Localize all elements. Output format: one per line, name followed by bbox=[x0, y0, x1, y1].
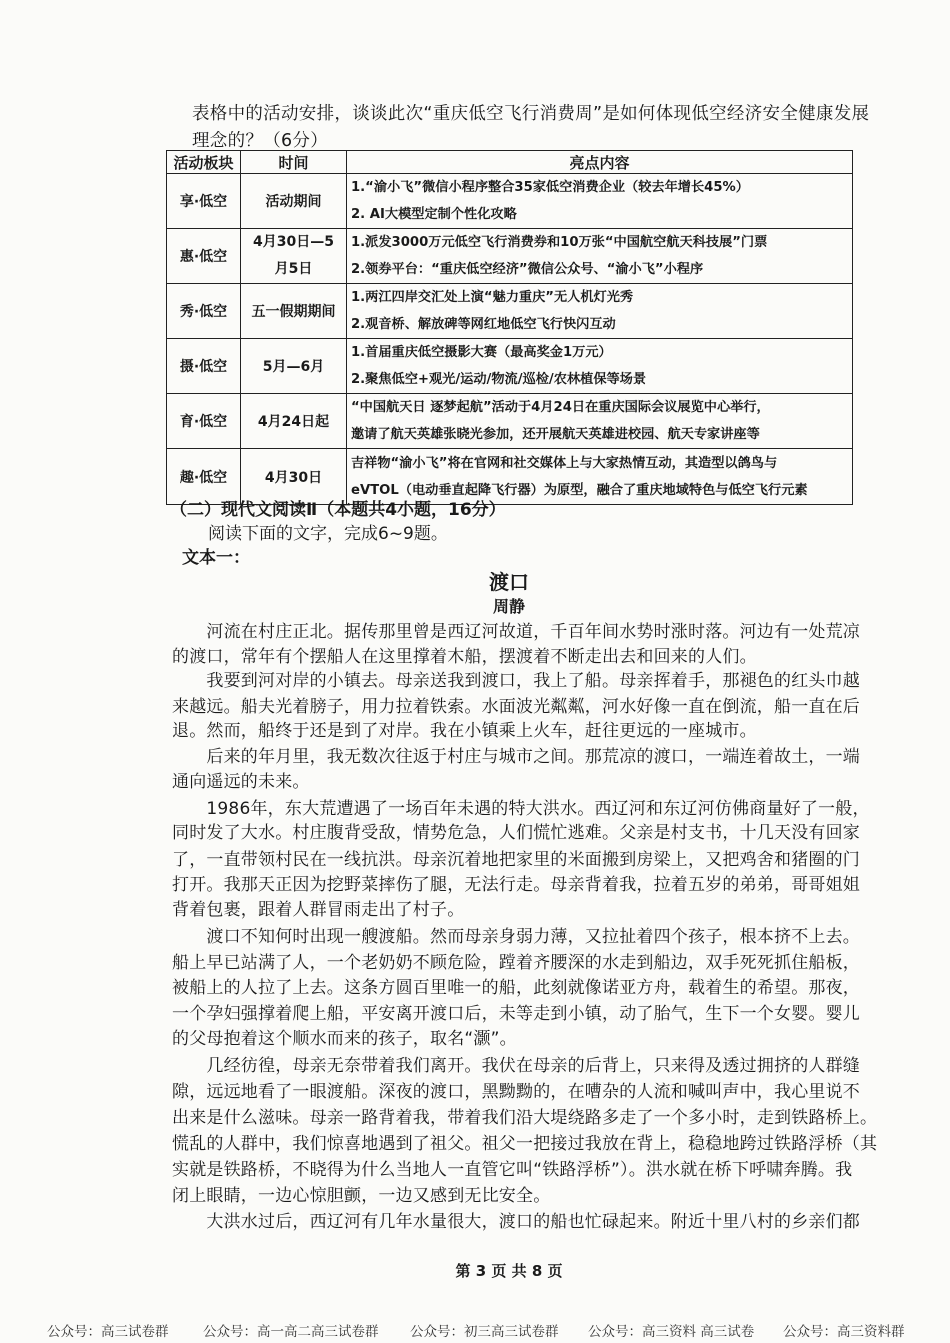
time-cell: 4月24日起 bbox=[241, 394, 347, 449]
article-line: 一个孕妇强撑着爬上船，平安离开渡口后，未等走到小镇，动了胎气，生下一个女婴。婴儿 bbox=[172, 1004, 860, 1024]
content-cell bbox=[347, 174, 853, 229]
article-author: 周静 bbox=[492, 597, 525, 616]
article-line: 慌乱的人群中，我们惊喜地遇到了祖父。祖父一把接过我放在背上，稳稳地跨过铁路浮桥（其 bbox=[172, 1134, 878, 1154]
content-cell bbox=[347, 284, 853, 339]
article-title: 渡口 bbox=[489, 570, 529, 594]
article-line: 实就是铁路桥，不晓得为什么当地人一直管它叫“铁路浮桥”）。洪水就在桥下呼啸奔腾。我 bbox=[172, 1160, 853, 1180]
text-label: 文本一： bbox=[182, 548, 250, 568]
time-cell: 4月30日 bbox=[241, 449, 347, 505]
article-line: 隙，远远地看了一眼渡船。深夜的渡口，黑黝黝的，在嘈杂的人流和喊叫声中，我心里说不 bbox=[172, 1082, 860, 1102]
content-line: 2. AI大模型定制个性化攻略 bbox=[351, 207, 517, 222]
block-cell: 惠·低空 bbox=[167, 229, 241, 284]
block-cell: 趣·低空 bbox=[167, 449, 241, 505]
time-cell: 5月—6月 bbox=[241, 339, 347, 394]
article-line: 被船上的人拉了上去。这条方圆百里唯一的船，此刻就像诺亚方舟，载着生的希望。那夜， bbox=[172, 978, 860, 998]
content-line: eVTOL（电动垂直起降飞行器）为原型，融合了重庆地域特色与低空飞行元素 bbox=[351, 482, 808, 498]
article-line: 同时发了大水。村庄腹背受敌，情势危急，人们慌忙逃难。父亲是村支书，十几天没有回家 bbox=[172, 823, 860, 843]
time-cell: 活动期间 bbox=[241, 174, 347, 229]
watermark-5: 公众号：高三资料群 bbox=[783, 1324, 905, 1340]
table-row bbox=[167, 339, 853, 394]
article-line: 出来是什么滋味。母亲一路背着我，带着我们沿大堤绕路多走了一个多小时，走到铁路桥上。 bbox=[172, 1108, 878, 1128]
table-row bbox=[167, 284, 853, 339]
content-line: 邀请了航天英雄张晓光参加，还开展航天英雄进校园、航天专家讲座等 bbox=[351, 427, 760, 442]
article-line: 1986年，东大荒遭遇了一场百年未遇的特大洪水。西辽河和东辽河仿佛商量好了一般， bbox=[172, 799, 870, 819]
table-row bbox=[167, 174, 853, 229]
watermark-4: 公众号：高三资料 高三试卷 bbox=[588, 1324, 755, 1340]
question-line-2: 理念的？（6分） bbox=[192, 131, 329, 151]
article-line: 几经彷徨，母亲无奈带着我们离开。我伏在母亲的后背上，只来得及透过拥挤的人群缝 bbox=[172, 1056, 860, 1076]
watermark-1: 公众号：高三试卷群 bbox=[47, 1324, 169, 1340]
header-content: 亮点内容 bbox=[347, 151, 853, 174]
article-line: 退。然而，船终于还是到了对岸。我在小镇乘上火车，赶往更远的一座城市。 bbox=[172, 721, 757, 741]
content-line: “中国航天日 逐梦起航”活动于4月24日在重庆国际会议展览中心举行， bbox=[351, 400, 770, 415]
content-line: 2.领券平台：“重庆低空经济”微信公众号、“渝小飞”小程序 bbox=[351, 262, 704, 277]
content-line: 吉祥物“渝小飞”将在官网和社交媒体上与大家热情互动，其造型以鸽鸟与 bbox=[351, 455, 778, 471]
section-heading: （二）现代文阅读Ⅱ（本题共4小题，16分） bbox=[170, 500, 506, 520]
content-cell bbox=[347, 394, 853, 449]
article-line: 我要到河对岸的小镇去。母亲送我到渡口，我上了船。母亲挥着手，那褪色的红头巾越 bbox=[172, 671, 860, 691]
block-cell: 育·低空 bbox=[167, 394, 241, 449]
content-cell bbox=[347, 229, 853, 284]
article-line: 背着包裹，跟着人群冒雨走出了村子。 bbox=[172, 900, 465, 920]
article-line: 渡口不知何时出现一艘渡船。然而母亲身弱力薄，又拉扯着四个孩子，根本挤不上去。 bbox=[172, 927, 860, 947]
header-block: 活动板块 bbox=[167, 151, 241, 174]
content-line: 1.两江四岸交汇处上演“魅力重庆”无人机灯光秀 bbox=[351, 290, 634, 305]
block-cell: 秀·低空 bbox=[167, 284, 241, 339]
article-line: 通向遥远的未来。 bbox=[172, 772, 310, 792]
header-time: 时间 bbox=[241, 151, 347, 174]
table-row bbox=[167, 394, 853, 449]
content-line: 1.首届重庆低空摄影大赛（最高奖金1万元） bbox=[351, 345, 612, 360]
watermark-3: 公众号：初三高三试卷群 bbox=[410, 1324, 559, 1340]
time-cell: 五一假期期间 bbox=[241, 284, 347, 339]
article-line: 了，一直带领村民在一线抗洪。母亲沉着地把家里的米面搬到房梁上，又把鸡舍和猪圈的门 bbox=[172, 850, 860, 870]
block-cell: 摄·低空 bbox=[167, 339, 241, 394]
content-cell bbox=[347, 339, 853, 394]
content-line: 2.聚焦低空+观光/运动/物流/巡检/农林植保等场景 bbox=[351, 372, 647, 387]
block-cell: 享·低空 bbox=[167, 174, 241, 229]
article-line: 河流在村庄正北。据传那里曾是西辽河故道，千百年间水势时涨时落。河边有一处荒凉 bbox=[172, 622, 860, 642]
article-line: 打开。我那天正因为挖野菜摔伤了腿，无法行走。母亲背着我，拉着五岁的弟弟，哥哥姐姐 bbox=[172, 875, 860, 895]
activity-table bbox=[166, 150, 853, 505]
article-line: 的渡口，常年有个摆船人在这里撑着木船，摆渡着不断走出去和回来的人们。 bbox=[172, 647, 757, 667]
watermark-2: 公众号：高一高二高三试卷群 bbox=[203, 1324, 379, 1340]
content-line: 1.派发3000万元低空飞行消费券和10万张“中国航空航天科技展”门票 bbox=[351, 235, 768, 250]
table-row bbox=[167, 229, 853, 284]
time-cell: 4月30日—5 月5日 bbox=[241, 229, 347, 284]
article-line: 来越远。船夫光着膀子，用力拉着铁索。水面波光粼粼，河水好像一直在倒流，船一直在后 bbox=[172, 697, 860, 717]
article-line: 闭上眼睛，一边心惊胆颤，一边又感到无比安全。 bbox=[172, 1186, 551, 1206]
article-line: 大洪水过后，西辽河有几年水量很大，渡口的船也忙碌起来。附近十里八村的乡亲们都 bbox=[172, 1212, 860, 1232]
content-line: 1.“渝小飞”微信小程序整合35家低空消费企业（较去年增长45%） bbox=[351, 180, 749, 195]
article-line: 后来的年月里，我无数次往返于村庄与城市之间。那荒凉的渡口，一端连着故土，一端 bbox=[172, 747, 860, 767]
table-header-row bbox=[167, 151, 853, 174]
article-line: 船上早已站满了人，一个老奶奶不顾危险，蹚着齐腰深的水走到船边，双手死死抓住船板， bbox=[172, 953, 860, 973]
page-number: 第 3 页 共 8 页 bbox=[455, 1262, 563, 1280]
section-instruction: 阅读下面的文字，完成6~9题。 bbox=[208, 524, 448, 544]
content-line: 2.观音桥、解放碑等网红地低空飞行快闪互动 bbox=[351, 317, 616, 332]
question-line-1: 表格中的活动安排，谈谈此次“重庆低空飞行消费周”是如何体现低空经济安全健康发展 bbox=[192, 104, 870, 124]
article-line: 的父母抱着这个顺水而来的孩子，取名“灏”。 bbox=[172, 1029, 517, 1049]
